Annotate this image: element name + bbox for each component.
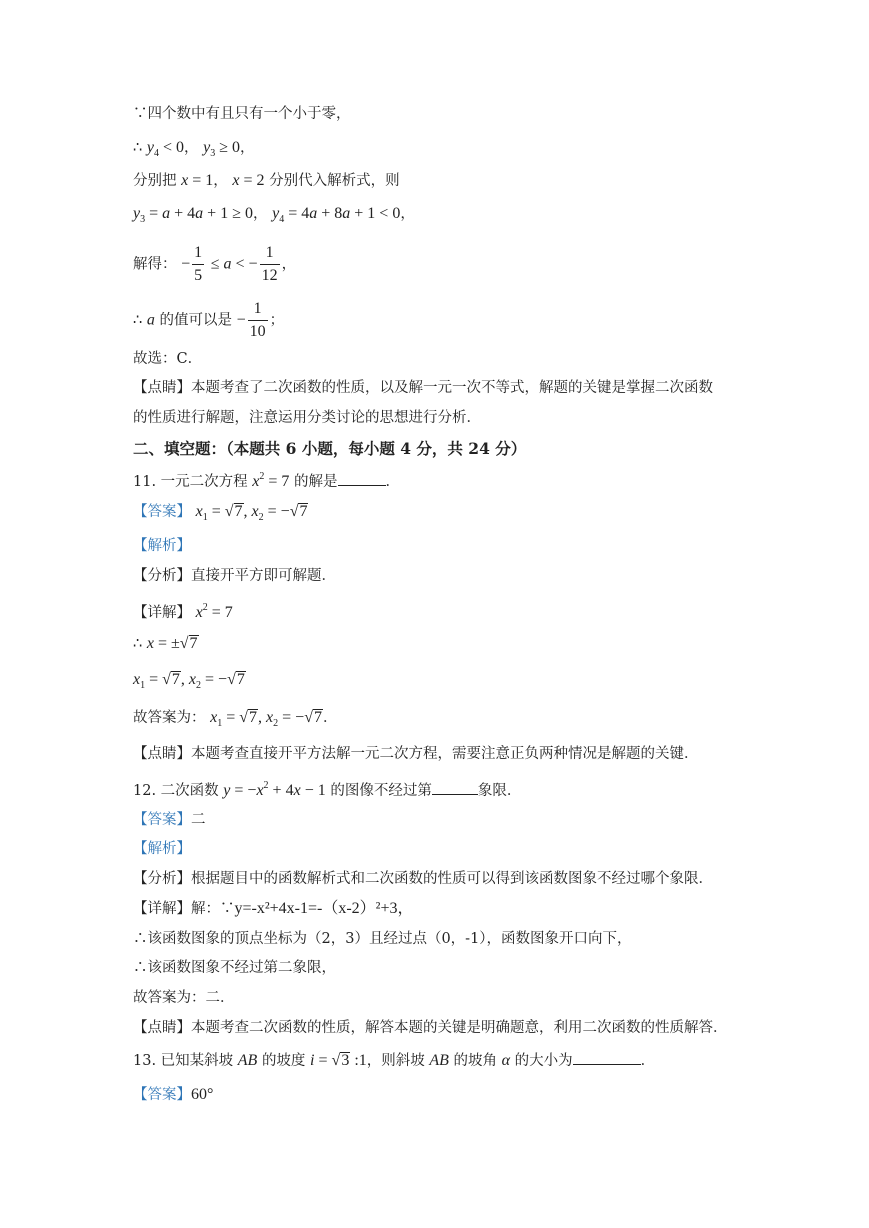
- math-line: $y_3 = a + 4a + 1 \ge 0$， $y_4 = 4a + 8a + 1 < 0$，: [133, 205, 415, 225]
- math-line: ∴ $y_4 < 0$， $y_3 \ge 0$，: [133, 139, 255, 159]
- text-line: 【分析】根据题目中的函数解析式和二次函数的性质可以得到该函数图象不经过哪个象限．: [133, 871, 713, 887]
- text-line: 故答案为： $x_1 = √7$, $x_2 = -√7$．: [133, 709, 338, 729]
- text-line: 的性质进行解题，注意运用分类讨论的思想进行分析．: [133, 410, 481, 426]
- math-line: ∴ x = ±√7: [133, 635, 198, 652]
- answer-13: 【答案】60°: [133, 1086, 214, 1103]
- math-line: 解得： − $\frac{1}{5}$ ≤ a < − $\frac{1}{12}$ ，: [133, 244, 297, 284]
- answer-11: 【答案】 $x_1 = √7$, $x_2 = -√7$: [133, 503, 308, 523]
- math-line: $x_1 = √7$, $x_2 = -√7$: [133, 671, 245, 691]
- text-line: 故选：C．: [133, 351, 203, 367]
- answer-12: 【答案】二: [133, 812, 206, 828]
- analysis-tag: 【解析】: [133, 841, 191, 857]
- text-line: 【分析】直接开平方即可解题．: [133, 568, 336, 584]
- question-12: 12. 二次函数 $y = -x^2 + 4x - 1$ 的图像不经过第 象限．: [133, 780, 522, 799]
- math-line: ∴ a 的值可以是 − $\frac{1}{10}$ ；: [133, 300, 285, 340]
- question-13: 13. 已知某斜坡 AB 的坡度 i = √3 :1，则斜坡 AB 的坡角 α 的大小为 ．: [133, 1052, 656, 1069]
- text-line: ∴该函数图象不经过第二象限，: [133, 960, 336, 976]
- question-11: 11. 一元二次方程 $x^2 = 7$ 的解是 ．: [133, 471, 401, 490]
- detail-12: 【详解】解：∵y=-x²+4x-1=-（x-2）²+3，: [133, 900, 414, 917]
- section-heading: 二、填空题：（本题共 6 小题，每小题 4 分，共 24 分）: [133, 439, 527, 458]
- detail-11: 【详解】 $x^2 = 7$: [133, 602, 233, 621]
- analysis-tag: 【解析】: [133, 538, 191, 554]
- text-line: 故答案为：二．: [133, 990, 235, 1006]
- text-line: ∵四个数中有且只有一个小于零，: [133, 106, 351, 122]
- text-line: 【点睛】本题考查二次函数的性质，解答本题的关键是明确题意，利用二次函数的性质解答．: [133, 1020, 728, 1036]
- text-line: 分别把 x = 1， x = 2 分别代入解析式，则: [133, 172, 400, 189]
- text-line: 【点睛】本题考查直接开平方法解一元二次方程，需要注意正负两种情况是解题的关键．: [133, 746, 699, 762]
- text-line: 【点睛】本题考查了二次函数的性质，以及解一元一次不等式，解题的关键是掌握二次函数: [133, 380, 713, 396]
- text-line: ∴该函数图象的顶点坐标为（2，3）且经过点（0，-1），函数图象开口向下，: [133, 931, 632, 947]
